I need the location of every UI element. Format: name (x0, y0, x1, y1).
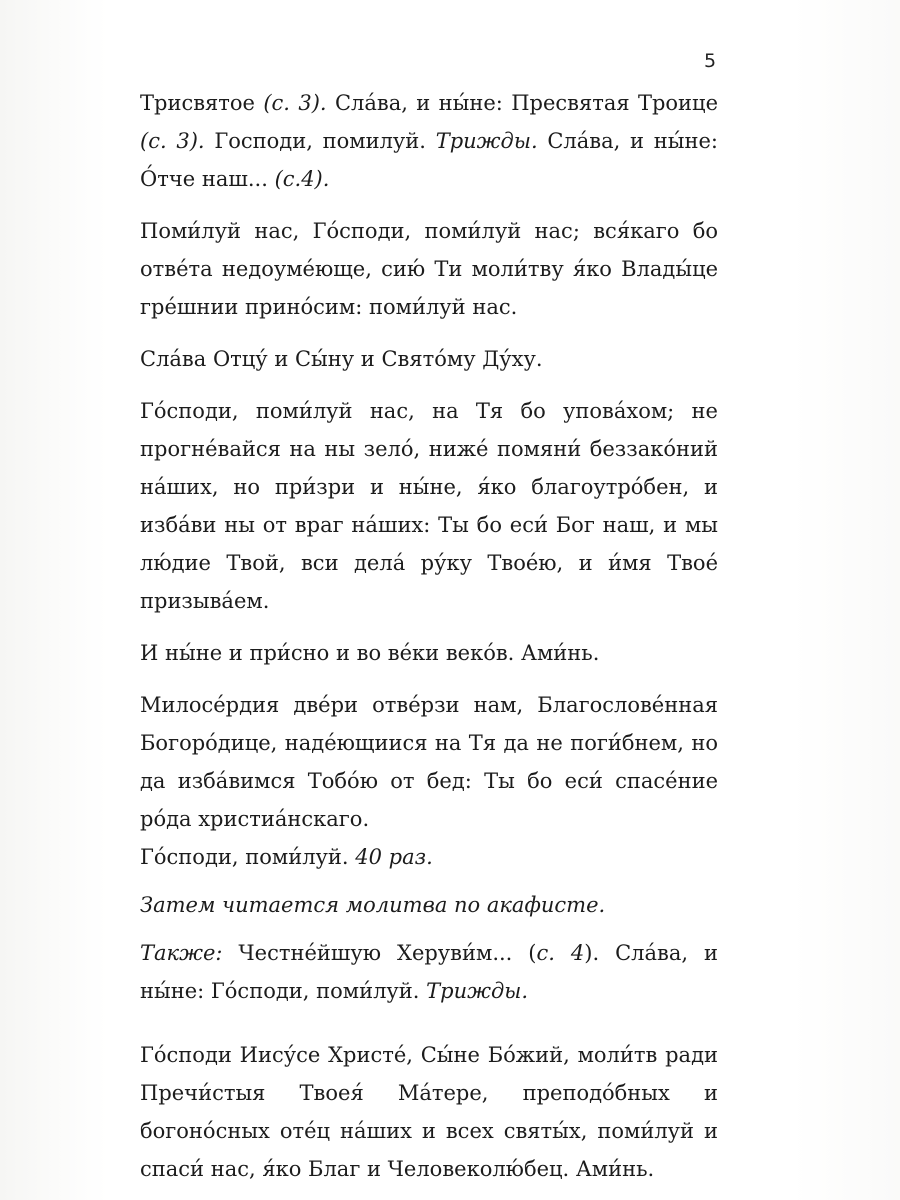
page-number: 5 (704, 50, 717, 72)
italic-rubric: Также: (140, 941, 223, 965)
text-span: ). Сла́ва, и ны́не: Го́споди, поми́луй. (140, 941, 718, 1003)
paragraph-also (140, 934, 718, 1010)
paragraph-glory: Сла́ва Отцу́ и Сы́ну и Свято́му Ду́ху. (140, 347, 543, 371)
text-span: Го́споди, поми́луй. (140, 845, 356, 869)
italic-rubric: Трижды. (435, 129, 538, 153)
prayer-text-block (140, 84, 718, 1188)
italic-rubric: 40 раз. (355, 845, 433, 869)
paragraph-forty-times (140, 838, 718, 876)
paragraph-trisagion (140, 84, 718, 198)
paragraph-lord-have-mercy: Го́споди, поми́луй нас, на Тя бо упова́хом; не прогне́вайся на ны зело́, ниже́ помяни́ беззако́ний на́ших, но при́зри и ны́не, я́ко благоутро́бен, и изба́ви ны от враг на́ших: Ты бо еси́ Бог наш, и мы лю́дие Твой, вси дела́ ру́ку Твое́ю, и и́мя Твое́ призыва́ем. (140, 399, 718, 613)
italic-ref: (с. 3). (140, 129, 205, 153)
text-span: Трисвятое (140, 91, 264, 115)
italic-ref: (с.4). (274, 167, 330, 191)
italic-ref: (с. 3). (263, 91, 327, 115)
paragraph-doors-of-mercy: Милосе́рдия две́ри отве́рзи нам, Благослове́нная Богоро́дице, наде́ющиися на Тя да не поги́бнем, но да изба́вимся Тобо́ю от бед: Ты бо еси́ спасе́ние ро́да христиа́нскаго. (140, 693, 718, 831)
text-span: Честне́йшую Херуви́м... ( (222, 941, 537, 965)
text-span: Сла́ва, и ны́не: Пресвятая Троице (326, 91, 718, 115)
italic-rubric: Затем читается молитва по акафисте. (140, 893, 606, 917)
paragraph-rubric-akathist (140, 886, 718, 924)
italic-rubric: Трижды. (426, 979, 529, 1003)
paragraph-lord-jesus: Го́споди Иису́се Христе́, Сы́не Бо́жий, моли́тв ради Пречи́стыя Твоея́ Ма́тере, преподо́бных и богоно́сных оте́ц на́ших и всех святы́х, поми́луй и спаси́ нас, я́ко Благ и Человеколю́бец. Ами́нь. (140, 1043, 718, 1181)
text-span: Господи, помилуй. (204, 129, 436, 153)
paragraph-have-mercy: Поми́луй нас, Го́споди, поми́луй нас; вся́каго бо отве́та недоуме́юще, сию́ Ти моли́тву я́ко Влады́це гре́шнии прино́сим: поми́луй нас. (140, 219, 718, 319)
paragraph-now-and-ever: И ны́не и при́сно и во ве́ки веко́в. Ами́нь. (140, 641, 600, 665)
text-span: Сла́ва, и ны́не: О́тче наш... (140, 129, 718, 191)
italic-ref: с. 4 (536, 941, 585, 965)
